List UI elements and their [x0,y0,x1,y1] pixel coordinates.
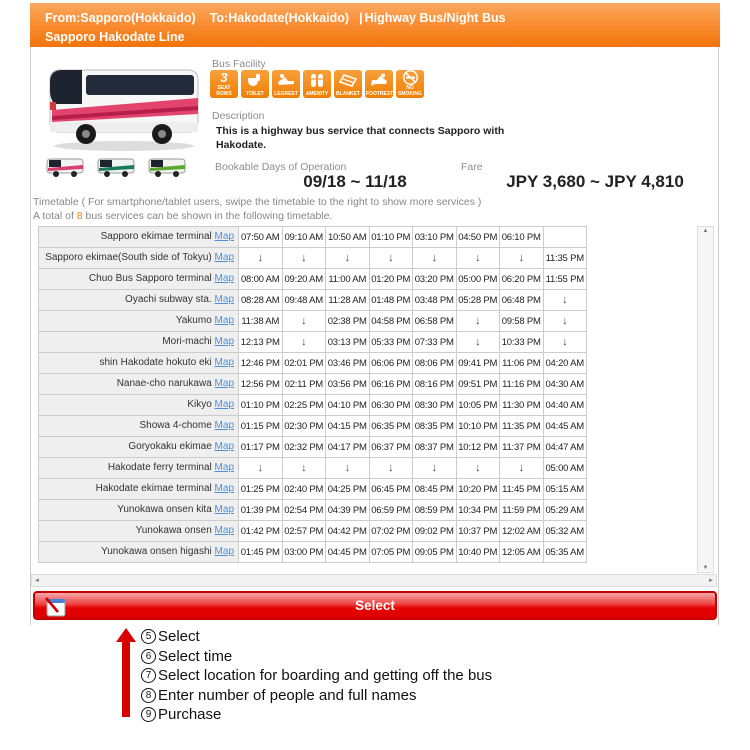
time-cell: 07:50 AM [239,227,283,248]
station-cell [39,248,239,269]
time-cell: 11:06 PM [500,353,544,374]
time-cell: 03:00 PM [282,542,326,563]
timetable-row [39,437,587,458]
station-cell [39,437,239,458]
step-item [141,647,492,667]
station-name: Yakumo [175,315,212,326]
time-cell: 12:05 AM [500,542,544,563]
step-text: Enter number of people and full names [158,686,417,704]
station-name: Showa 4-chome [139,420,212,431]
amenity-icon: AMENITY [303,70,331,98]
time-cell: 12:56 PM [239,374,283,395]
station-name: Sapporo ekimae(South side of Tokyu) [45,252,212,263]
pass-through-cell: ↓ [413,458,457,479]
timetable-row [39,542,587,563]
bus-illustration [42,58,207,154]
pass-through-cell: ↓ [413,248,457,269]
time-cell: 09:51 PM [456,374,500,395]
time-cell: 03:20 PM [413,269,457,290]
time-cell: 04:42 PM [326,521,370,542]
legrest-icon: LEGREST [272,70,300,98]
time-cell: 02:30 PM [282,416,326,437]
time-cell: 10:10 PM [456,416,500,437]
pass-through-cell: ↓ [500,248,544,269]
step-item [141,627,492,647]
timetable-row [39,227,587,248]
route-header [30,3,720,47]
timetable-note-2: A total of 8 bus services can be shown in the following timetable. [33,210,333,222]
time-cell: 06:48 PM [500,290,544,311]
time-cell: 07:33 PM [413,332,457,353]
scroll-up-icon[interactable]: ▲ [702,228,709,234]
timetable-note-1: Timetable ( For smartphone/tablet users, swipe the timetable to the right to show more services ) [33,196,482,208]
timetable-row [39,479,587,500]
time-cell: 08:06 PM [413,353,457,374]
footrest-icon: FOOTREST [365,70,393,98]
time-cell: 01:10 PM [239,395,283,416]
time-cell: 08:45 PM [413,479,457,500]
route-category: Highway Bus/Night Bus [364,11,506,25]
pass-through-cell: ↓ [543,311,587,332]
timetable-row [39,290,587,311]
time-cell: 02:01 PM [282,353,326,374]
map-link[interactable]: Map [214,357,234,368]
time-cell: 11:35 PM [500,416,544,437]
bus-photo [42,58,207,159]
timetable-row [39,353,587,374]
time-cell: 05:28 PM [456,290,500,311]
timetable-row [39,311,587,332]
station-cell [39,269,239,290]
map-link[interactable]: Map [214,231,234,242]
time-cell: 06:30 PM [369,395,413,416]
time-cell: 10:12 PM [456,437,500,458]
time-cell: 06:45 PM [369,479,413,500]
time-cell: 10:40 PM [456,542,500,563]
time-cell: 04:10 PM [326,395,370,416]
pass-through-cell: ↓ [500,458,544,479]
route-from: From:Sapporo(Hokkaido) [45,11,196,25]
time-cell: 03:46 PM [326,353,370,374]
notepad-pen-icon [43,596,69,622]
time-cell: 08:59 PM [413,500,457,521]
time-cell: 05:33 PM [369,332,413,353]
station-name: Hakodate ekimae terminal [95,483,212,494]
map-link[interactable]: Map [214,525,234,536]
time-cell: 11:59 PM [500,500,544,521]
pass-through-cell: ↓ [543,332,587,353]
station-cell [39,332,239,353]
scroll-left-icon[interactable]: ◄ [34,577,40,584]
time-cell: 04:39 PM [326,500,370,521]
bus-thumbnail-green [148,156,186,178]
bookable-days-value: 09/18 ~ 11/18 [303,172,407,191]
time-cell: 02:32 PM [282,437,326,458]
time-cell: 04:17 PM [326,437,370,458]
time-cell: 11:45 PM [500,479,544,500]
time-cell: 11:38 AM [239,311,283,332]
map-link[interactable]: Map [214,462,234,473]
step-number: 5 [141,629,156,644]
pass-through-cell: ↓ [456,248,500,269]
step-text: Purchase [158,706,222,724]
time-cell: 02:40 PM [282,479,326,500]
time-cell: 11:00 AM [326,269,370,290]
time-cell: 06:37 PM [369,437,413,458]
scroll-right-icon[interactable]: ► [708,577,714,584]
station-name: Chuo Bus Sapporo terminal [88,273,212,284]
time-cell: 01:17 PM [239,437,283,458]
pass-through-cell: ↓ [369,248,413,269]
time-cell: 02:25 PM [282,395,326,416]
station-name: Yunokawa onsen [135,525,212,536]
time-cell: 04:45 AM [543,416,587,437]
pass-through-cell: ↓ [282,311,326,332]
time-cell: 11:35 PM [543,248,587,269]
time-cell: 04:47 AM [543,437,587,458]
time-cell: 01:10 PM [369,227,413,248]
time-cell: 09:20 AM [282,269,326,290]
station-cell [39,521,239,542]
map-link[interactable]: Map [214,336,234,347]
time-cell: 06:16 PM [369,374,413,395]
station-name: Goryokaku ekimae [128,441,212,452]
time-cell: 11:55 PM [543,269,587,290]
station-name: Mori-machi [162,336,212,347]
map-link[interactable]: Map [214,483,234,494]
time-cell: 04:20 AM [543,353,587,374]
time-cell: 05:15 AM [543,479,587,500]
time-cell: 12:13 PM [239,332,283,353]
step-item [141,686,492,706]
time-cell: 04:40 AM [543,395,587,416]
time-cell: 10:05 PM [456,395,500,416]
time-cell: 04:25 PM [326,479,370,500]
time-cell: 08:37 PM [413,437,457,458]
station-cell [39,227,239,248]
station-name: shin Hakodate hokuto eki [99,357,212,368]
pass-through-cell: ↓ [239,458,283,479]
time-cell: 12:46 PM [239,353,283,374]
step-number: 6 [141,649,156,664]
station-cell [39,311,239,332]
step-text: Select [158,628,200,646]
pass-through-cell: ↓ [326,248,370,269]
time-cell: 10:20 PM [456,479,500,500]
station-cell [39,500,239,521]
station-name: Hakodate ferry terminal [107,462,212,473]
timetable-row [39,248,587,269]
fare-value: JPY 3,680 ~ JPY 4,810 [506,172,684,191]
station-name: Yunokawa onsen higashi [101,546,212,557]
time-cell: 09:58 PM [500,311,544,332]
station-cell [39,416,239,437]
timetable-row [39,521,587,542]
time-cell: 04:15 PM [326,416,370,437]
time-cell: 02:57 PM [282,521,326,542]
station-name: Yunokawa onsen kita [117,504,212,515]
time-cell: 01:39 PM [239,500,283,521]
steps-list [141,627,492,725]
time-cell: 09:10 AM [282,227,326,248]
station-cell [39,395,239,416]
timetable-row [39,332,587,353]
timetable-row [39,269,587,290]
map-link[interactable]: Map [214,441,234,452]
pass-through-cell: ↓ [326,458,370,479]
time-cell: 05:00 PM [456,269,500,290]
pass-through-cell: ↓ [282,332,326,353]
timetable-row [39,395,587,416]
bus-thumbnail-teal [97,156,135,178]
time-cell: 10:50 AM [326,227,370,248]
select-button-label: Select [355,598,395,613]
select-button[interactable] [33,591,717,620]
station-name: Sapporo ekimae terminal [100,231,212,242]
time-cell: 11:30 PM [500,395,544,416]
map-link[interactable]: Map [214,252,234,263]
pass-through-cell: ↓ [369,458,413,479]
time-cell: 08:28 AM [239,290,283,311]
time-cell: 01:20 PM [369,269,413,290]
time-cell: 07:02 PM [369,521,413,542]
bus-facility-label: Bus Facility [212,58,266,70]
time-cell: 03:10 PM [413,227,457,248]
step-item [141,705,492,725]
time-cell: 02:11 PM [282,374,326,395]
station-cell [39,458,239,479]
step-text: Select time [158,647,233,665]
time-cell: 04:58 PM [369,311,413,332]
step-number: 8 [141,688,156,703]
time-cell: 03:48 PM [413,290,457,311]
timetable-row [39,458,587,479]
description-label: Description [212,110,265,122]
time-cell: 05:35 AM [543,542,587,563]
time-cell: 09:05 PM [413,542,457,563]
time-cell: 02:54 PM [282,500,326,521]
bookable-days-label: Bookable Days of Operation [215,161,347,173]
time-cell: 11:16 PM [500,374,544,395]
route-header-line1 [45,9,720,28]
time-cell: 09:41 PM [456,353,500,374]
bus-thumbnail-pink [46,156,84,178]
timetable-row [39,416,587,437]
station-cell [39,479,239,500]
time-cell: 07:05 PM [369,542,413,563]
step-item [141,666,492,686]
pass-through-cell: ↓ [456,458,500,479]
time-cell: 09:48 AM [282,290,326,311]
time-cell: 10:34 PM [456,500,500,521]
time-cell: 06:10 PM [500,227,544,248]
seat-rows-icon: 3 SEAT ROWS [210,70,238,98]
station-cell [39,374,239,395]
map-link[interactable]: Map [214,273,234,284]
time-cell: 05:32 AM [543,521,587,542]
header-separator: | [359,11,363,25]
blanket-icon: BLANKET [334,70,362,98]
map-link[interactable]: Map [214,420,234,431]
time-cell: 03:13 PM [326,332,370,353]
time-cell: 01:15 PM [239,416,283,437]
time-cell: 11:37 PM [500,437,544,458]
horizontal-scrollbar[interactable] [31,574,717,587]
bus-thumbnails [46,156,186,178]
time-cell: 10:33 PM [500,332,544,353]
step-text: Select location for boarding and getting off the bus [158,667,493,685]
pass-through-cell: ↓ [282,458,326,479]
time-cell: 05:29 AM [543,500,587,521]
station-name: Oyachi subway sta. [125,294,212,305]
map-link[interactable]: Map [214,504,234,515]
pass-through-cell: ↓ [543,290,587,311]
route-to: To:Hakodate(Hokkaido) [209,11,350,25]
toilet-icon: TOILET [241,70,269,98]
vertical-scrollbar[interactable] [697,226,714,573]
time-cell: 01:42 PM [239,521,283,542]
step-number: 9 [141,707,156,722]
map-link[interactable]: Map [214,378,234,389]
time-cell: 08:16 PM [413,374,457,395]
facility-icons [210,70,424,98]
time-cell: 04:30 AM [543,374,587,395]
station-name: Nanae-cho narukawa [116,378,212,389]
station-cell [39,290,239,311]
time-cell: 08:35 PM [413,416,457,437]
step-number: 7 [141,668,156,683]
pass-through-cell: ↓ [239,248,283,269]
map-link[interactable]: Map [214,294,234,305]
no-smoking-icon: NO SMOKING [396,70,424,98]
time-cell: 06:35 PM [369,416,413,437]
time-cell: 01:45 PM [239,542,283,563]
scroll-down-icon[interactable]: ▼ [702,565,709,571]
time-cell: 11:28 AM [326,290,370,311]
time-cell: 04:45 PM [326,542,370,563]
timetable-body [39,227,587,563]
timetable [38,226,587,563]
service-count: 8 [76,210,83,222]
time-cell: 03:56 PM [326,374,370,395]
time-cell: 08:30 PM [413,395,457,416]
time-cell: 02:38 PM [326,311,370,332]
time-cell: 01:25 PM [239,479,283,500]
timetable-row [39,374,587,395]
time-cell: 06:59 PM [369,500,413,521]
map-link[interactable]: Map [214,546,234,557]
pass-through-cell: ↓ [456,311,500,332]
time-cell: 06:58 PM [413,311,457,332]
pass-through-cell: ↓ [456,332,500,353]
description-text: This is a highway bus service that connects Sapporo with Hakodate. [216,125,505,151]
map-link[interactable]: Map [214,315,234,326]
time-cell [543,227,587,248]
route-line-name: Sapporo Hakodate Line [45,30,185,44]
map-link[interactable]: Map [214,399,234,410]
time-cell: 08:00 AM [239,269,283,290]
time-cell: 04:50 PM [456,227,500,248]
pass-through-cell: ↓ [282,248,326,269]
time-cell: 12:02 AM [500,521,544,542]
station-cell [39,542,239,563]
up-arrow-icon [116,628,136,642]
time-cell: 05:00 AM [543,458,587,479]
time-cell: 06:20 PM [500,269,544,290]
time-cell: 06:06 PM [369,353,413,374]
station-cell [39,353,239,374]
timetable-row [39,500,587,521]
time-cell: 10:37 PM [456,521,500,542]
station-name: Kikyo [187,399,212,410]
up-arrow-shaft [122,641,130,717]
time-cell: 01:48 PM [369,290,413,311]
fare-label: Fare [461,161,483,173]
time-cell: 09:02 PM [413,521,457,542]
